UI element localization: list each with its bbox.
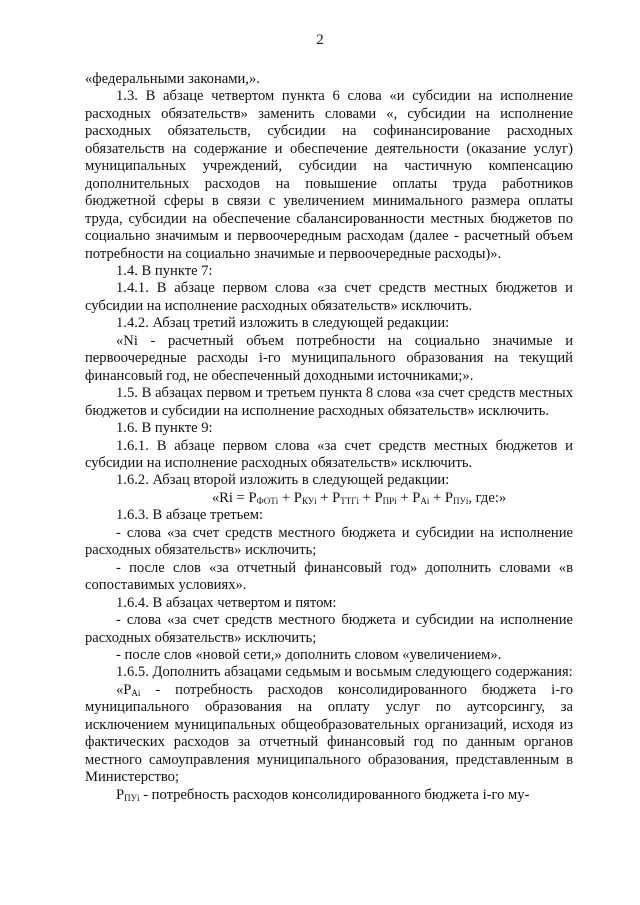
document-body	[85, 71, 573, 804]
paragraph-1-4-1: 1.4.1. В абзаце первом слова «за счет средств местных бюджетов и субсидии на исполнение расходных обязательств» исключить.	[85, 280, 573, 314]
paragraph-1-6-1: 1.6.1. В абзаце первом слова «за счет средств местных бюджетов и субсидии на исполнение расходных обязательств» исключить.	[85, 437, 573, 471]
paragraph-1-6: 1.6. В пункте 9:	[116, 420, 213, 437]
formula-op: + P	[278, 489, 302, 506]
formula-op: + P	[429, 489, 453, 506]
formula-sub: КУi	[301, 495, 317, 506]
paragraph-dash-item: - после слов «новой сети,» дополнить словом «увеличением».	[116, 646, 502, 663]
paragraph-1-6-3: 1.6.3. В абзаце третьем:	[116, 507, 264, 524]
paragraph-pai-definition	[85, 682, 573, 787]
pai-sub: Ai	[131, 687, 141, 698]
formula-op: + P	[316, 489, 341, 506]
formula-sub: ФОТi	[256, 495, 279, 506]
ppu-text: - потребность расходов консолидированного бюджета i-го му-	[139, 786, 530, 803]
paragraph-1-4-2: 1.4.2. Абзац третий изложить в следующей редакции:	[116, 315, 450, 332]
formula-op: + P	[359, 489, 383, 506]
formula-open: «Ri = P	[211, 489, 257, 506]
pai-lead: «P	[116, 681, 132, 698]
formula-op: + P	[396, 489, 421, 506]
paragraph-1-6-5: 1.6.5. Дополнить абзацами седьмым и восьмым следующего содержания:	[116, 664, 573, 681]
paragraph-ni-definition: «Ni - расчетный объем потребности на социально значимые и первоочередные расходы i-го муниципального образования на текущий финансовый год, не обеспеченный доходными источниками;».	[85, 332, 573, 384]
formula-sub: ПУi	[452, 495, 469, 506]
formula-ri	[85, 490, 573, 507]
paragraph-1-6-2: 1.6.2. Абзац второй изложить в следующей редакции:	[116, 472, 450, 489]
paragraph-dash-item: - слова «за счет средств местного бюджета и субсидии на исполнение расходных обязательств» исключить;	[85, 524, 573, 559]
formula-sub: Ai	[420, 495, 430, 506]
paragraph-1-4: 1.4. В пункте 7:	[116, 262, 213, 279]
paragraph-1-3: 1.3. В абзаце четвертом пункта 6 слова «и субсидии на исполнение расходных обязательств» заменить словами «, субсидии на исполнение расходных обязательств, субсидии на софинансирование расходных обязательств на содержание и обеспечение деятельности (оказание услуг) муниципальных учреждений, субсидии на частичную компенсацию дополнительных расходов на повышение оплаты труда работников бюджетной сферы в связи с увеличением минимального размера оплаты труда, субсидии на обеспечение сбалансированности местных бюджетов по социально значимым и первоочередным расходам (далее - расчетный объем потребности на социально значимые и первоочередные расходы)».	[85, 88, 573, 262]
paragraph-dash-item: - после слов «за отчетный финансовый год» дополнить словами «в сопоставимых условиях».	[85, 559, 573, 594]
paragraph: «федеральными законами,».	[85, 71, 260, 87]
ppu-sub: ПУi	[124, 792, 140, 803]
formula-op: , где:»	[468, 489, 507, 506]
ppu-lead: P	[116, 786, 125, 803]
pai-text: - потребность расходов консолидированного бюджета i-го муниципального образования на оплату услуг по аутсорсингу, за исключением муниципальных общеобразовательных организаций, исходя из фактических расходов за отчетный финансовый год по данным органов местного самоуправления муниципального образования, представленным в Министерство;	[85, 681, 573, 786]
paragraph-1-5: 1.5. В абзацах первом и третьем пункта 8 слова «за счет средств местных бюджетов и субсидии на исполнение расходных обязательств» исключить.	[85, 385, 573, 419]
paragraph-ppu-definition	[85, 787, 573, 804]
page-number: 2	[316, 32, 324, 48]
formula-sub: ТТГi	[340, 495, 359, 506]
formula-sub: ПРi	[382, 495, 397, 506]
paragraph-dash-item: - слова «за счет средств местного бюджета и субсидии на исполнение расходных обязательств» исключить;	[85, 612, 573, 646]
paragraph-1-6-4: 1.6.4. В абзацах четвертом и пятом:	[116, 594, 337, 611]
